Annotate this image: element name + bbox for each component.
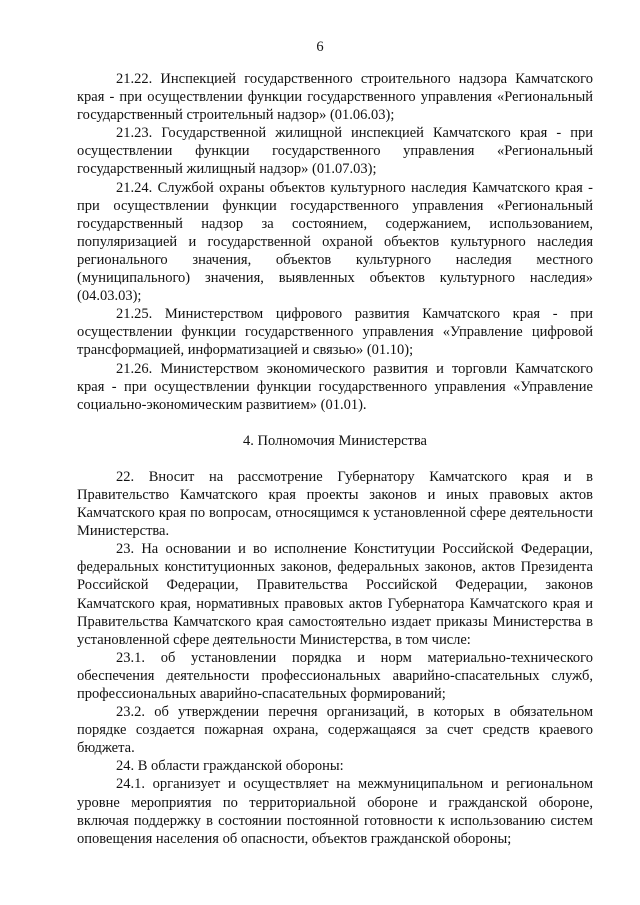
clause-21-22: 21.22. Инспекцией государственного строительного надзора Камчатского края - при осуществлении функции государственного управления «Региональный государственный строительный надзор» (01.06.03);: [77, 71, 593, 124]
clause-24-1: 24.1. организует и осуществляет на межмуниципальном и региональном уровне мероприятия по территориальной обороне и гражданской обороне, включая поддержку в состоянии постоянной готовности к использованию систем оповещения населения об опасности, объектов гражданской обороны;: [77, 776, 593, 847]
clause-23-2: 23.2. об утверждении перечня организаций, в которых в обязательном порядке создается пожарная охрана, содержащаяся за счет средств краевого бюджета.: [77, 704, 593, 757]
section-heading: 4. Полномочия Министерства: [243, 432, 427, 449]
clause-21-23: 21.23. Государственной жилищной инспекцией Камчатского края - при осуществлении функции государственного управления «Региональный государственный жилищный надзор» (01.07.03);: [77, 125, 593, 178]
clause-23: 23. На основании и во исполнение Конституции Российской Федерации, федеральных конституционных законов, федеральных законов, актов Президента Российской Федерации, Правительства Российской Федерации, законов Камчатского края, нормативных правовых актов Губернатора Камчатского края и Правительства Камчатского края самостоятельно издает приказы Министерства в установленной сфере деятельности Министерства, в том числе:: [77, 541, 593, 648]
clause-22: 22. Вносит на рассмотрение Губернатору Камчатского края и в Правительство Камчатского края проекты законов и иных правовых актов Камчатского края по вопросам, относящимся к установленной сфере деятельности Министерства.: [77, 468, 593, 540]
clause-23-1: 23.1. об установлении порядка и норм материально-технического обеспечения деятельности профессиональных аварийно-спасательных служб, профессиональных аварийно-спасательных формирований;: [77, 649, 593, 702]
clause-21-25: 21.25. Министерством цифрового развития Камчатского края - при осуществлении функции государственного управления «Управление цифровой трансформацией, информатизацией и связью» (01.10);: [77, 306, 593, 359]
clause-21-24: 21.24. Службой охраны объектов культурного наследия Камчатского края - при осуществлении функции государственного управления «Региональный государственный надзор за состоянием, содержанием, использованием, популяризацией и государственной охраной объектов культурного наследия регионального значения, объектов культурного наследия местного (муниципального) значения, выявленных объектов культурного наследия» (04.03.03);: [77, 179, 593, 305]
page-number: 6: [316, 39, 324, 55]
document-body: [77, 70, 593, 848]
clause-24: 24. В области гражданской обороны:: [116, 758, 344, 775]
clause-21-26: 21.26. Министерством экономического развития и торговли Камчатского края - при осуществлении функции государственного управления «Управление социально-экономическим развитием» (01.01).: [77, 360, 593, 413]
